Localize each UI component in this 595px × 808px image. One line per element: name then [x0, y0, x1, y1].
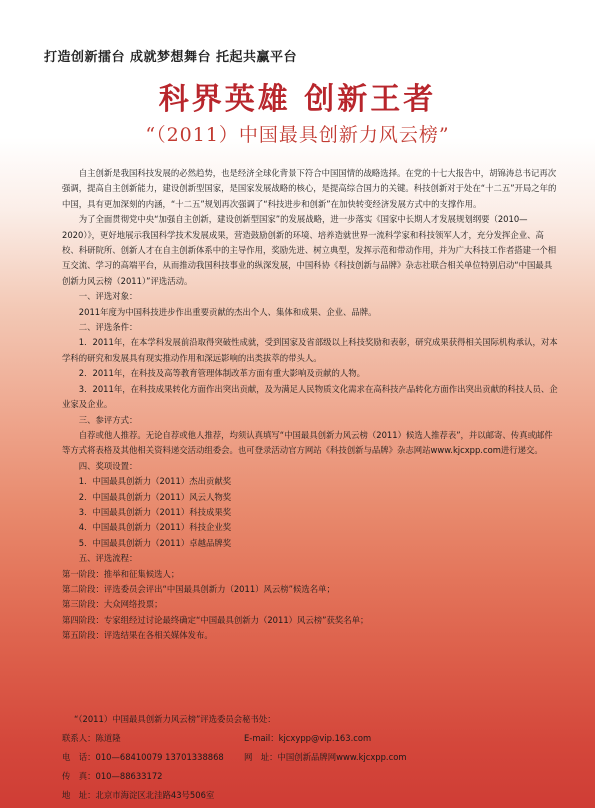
contact-website: 网 址：中国创新品牌网www.kjcxpp.com: [244, 752, 407, 762]
intro-paragraph: 自主创新是我国科技发展的必然趋势，也是经济全球化背景下符合中国国情的战略选择。在党的十七大报告中，胡锦涛总书记再次强调，提高自主创新能力，建设创新型国家，是国家发展战略的核心，是提高综合国力的关键。科技创新对于处在“十二五”开局之年的中国，具有更加深刻的内涵，“十二五”规划再次强调了“科技进步和创新”在加快转变经济发展方式中的支撑作用。: [62, 168, 557, 209]
process-item: 第五阶段：评选结果在各相关媒体发布。: [62, 630, 213, 641]
criteria-item: 3．2011年，在科技成果转化方面作出突出贡献，及为满足人民物质文化需求在高科技产品转化方面作出突出贡献的科技人员、企业家及企业。: [62, 383, 558, 410]
article-body: [62, 166, 558, 644]
award-item: 4．中国最具创新力（2011）科技企业奖: [78, 522, 232, 533]
award-item: 1．中国最具创新力（2011）杰出贡献奖: [78, 476, 232, 487]
secretariat-label: “（2011）中国最具创新力风云榜”评选委员会秘书处：: [74, 714, 276, 724]
section-heading: 五、评选流程：: [78, 553, 138, 564]
process-item: 第一阶段：推举和征集候选人；: [62, 568, 180, 579]
section-heading: 三、参评方式：: [78, 414, 138, 425]
process-item: 第三阶段：大众网络投票；: [62, 599, 163, 610]
background-paragraph: 为了全面贯彻党中央“加强自主创新，建设创新型国家”的发展战略，进一步落实《国家中长期人才发展规划纲要（2010—2020）》，更好地展示我国科学技术发展成果，营造鼓励创新的环境、培养造就世界一流科学家和科技领军人才，充分发挥企业、高校、科研院所、创新人才在自主创新体系中的主导作用，奖励先进、树立典型，发挥示范和带动作用，并为广大科技工作者搭建一个相互交流、学习的高端平台，从而推动我国科技事业的纵深发展，中国科协《科技创新与品牌》杂志社联合相关单位特别启动“中国最具创新力风云榜（2011）”评选活动。: [62, 214, 557, 286]
process-item: 第四阶段：专家组经过讨论最终确定“中国最具创新力（2011）风云榜”获奖名单；: [62, 614, 369, 625]
criteria-item: 1．2011年，在本学科发展前沿取得突破性成就，受到国家及省部级以上科技奖励和表彰，研究成果获得相关国际机构承认，对本学科的研究和发展具有现实推动作用和深远影响的出类拔萃的带头人。: [62, 337, 558, 363]
contact-address: 地 址：北京市海淀区北洼路43号506室: [62, 790, 215, 800]
award-item: 5．中国最具创新力（2011）卓越品牌奖: [78, 537, 232, 548]
criteria-item: 2．2011年，在科技及高等教育管理体制改革方面有重大影响及贡献的人物。: [78, 368, 366, 379]
section-heading: 四、奖项设置：: [78, 460, 138, 471]
section-heading: 二、评选条件：: [78, 322, 138, 333]
award-item: 2．中国最具创新力（2011）风云人物奖: [78, 491, 232, 502]
contact-email: E-mail：kjcxypp@vip.163.com: [244, 733, 372, 743]
slogan: 打造创新擂台 成就梦想舞台 托起共赢平台: [44, 50, 298, 65]
section-text: 自荐或他人推荐。无论自荐或他人推荐，均须认真填写“中国最具创新力风云榜（2011）候选人推荐表”，并以邮寄、传真或邮件等方式将表格及其他相关资料递交活动组委会。也可登录活动官方网站《科技创新与品牌》杂志网站www.kjcxpp.com进行递交。: [62, 429, 553, 456]
contact-phone: 电 话：010—68410079 13701338868: [62, 752, 224, 762]
contact-fax: 传 真：010—88633172: [62, 771, 163, 781]
section-text: 2011年度为中国科技进步作出重要贡献的杰出个人、集体和成果、企业、品牌。: [78, 306, 377, 317]
award-item: 3．中国最具创新力（2011）科技成果奖: [78, 506, 232, 517]
section-heading: 一、评选对象：: [78, 291, 138, 302]
contact-footer: [62, 710, 562, 805]
process-item: 第二阶段：评选委员会评出“中国最具创新力（2011）风云榜”候选名单；: [62, 583, 335, 594]
contact-person: 联系人：陈道隆: [62, 733, 121, 743]
sub-title: “（2011）中国最具创新力风云榜”: [145, 124, 450, 146]
main-title: 科界英雄 创新王者: [158, 82, 437, 117]
